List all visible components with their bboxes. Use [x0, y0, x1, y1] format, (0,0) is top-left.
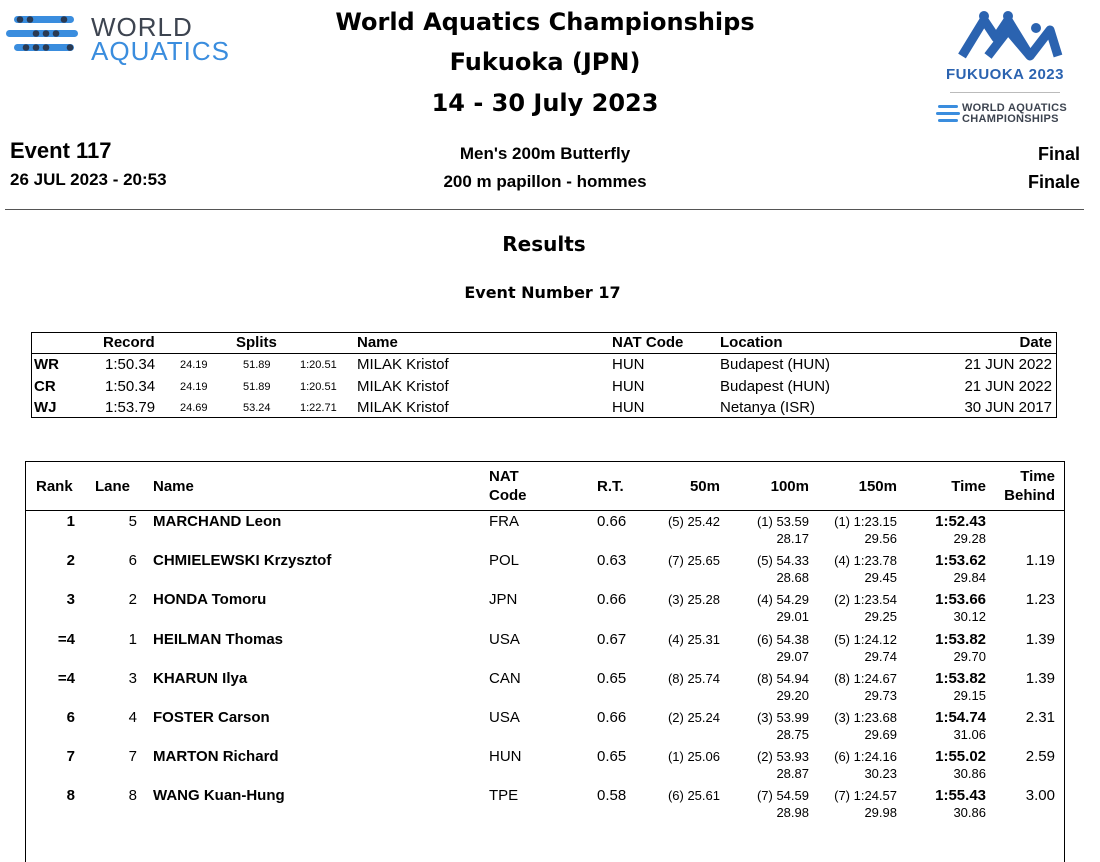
result-split-50: (1) 25.06 [667, 749, 720, 765]
record-type: WR [34, 356, 59, 373]
record-date: 21 JUN 2022 [964, 377, 1052, 395]
result-lap-150: 29.73 [864, 687, 897, 703]
record-time: 1:50.34 [105, 377, 156, 395]
event-number-heading: Event Number 17 [464, 283, 621, 302]
result-split-50: (7) 25.65 [667, 553, 720, 569]
result-rt: 0.66 [597, 513, 627, 530]
result-name: HONDA Tomoru [153, 591, 267, 609]
result-row [26, 511, 1064, 550]
record-holder: MILAK Kristof [357, 377, 449, 395]
result-lap-200: 31.06 [953, 727, 986, 742]
record-split-1: 24.19 [180, 359, 208, 371]
record-split-2: 53.24 [243, 402, 271, 414]
result-name: MARTON Richard [153, 748, 279, 766]
result-time-behind: 1.39 [1025, 630, 1055, 648]
result-lane: 7 [128, 748, 137, 766]
result-time: 1:53.82 [935, 669, 986, 687]
results-header [26, 462, 1064, 511]
result-row [26, 629, 1064, 668]
result-name: HEILMAN Thomas [153, 630, 284, 648]
wac-text [962, 103, 1067, 125]
result-split-150: (1) 1:23.15 [834, 514, 897, 529]
result-split-150: (6) 1:24.16 [834, 749, 897, 765]
result-rank: 2 [66, 552, 75, 570]
result-lane: 2 [128, 591, 137, 609]
result-lap-150: 29.45 [864, 570, 897, 586]
result-lap-200: 30.86 [953, 805, 986, 821]
title-line-2: Fukuoka (JPN) [449, 48, 641, 76]
result-time: 1:53.82 [935, 630, 986, 648]
record-holder: MILAK Kristof [357, 356, 449, 373]
result-rt: 0.63 [597, 552, 627, 570]
result-split-150: (3) 1:23.68 [834, 710, 897, 725]
result-split-50: (5) 25.42 [667, 514, 720, 529]
event-number: Event 117 [10, 138, 112, 163]
result-row [26, 785, 1064, 824]
result-rt: 0.65 [597, 748, 627, 766]
result-lap-200: 29.84 [953, 570, 986, 586]
result-nat: USA [489, 709, 520, 726]
result-name: FOSTER Carson [153, 709, 270, 726]
result-rank: 7 [66, 748, 75, 766]
result-split-50: (3) 25.28 [667, 592, 720, 608]
event-phase [1028, 140, 1080, 196]
result-split-100: (6) 54.38 [756, 631, 809, 647]
fukuoka-year-text: FUKUOKA 2023 [946, 66, 1064, 83]
result-name: KHARUN Ilya [153, 669, 248, 687]
result-row [26, 746, 1064, 785]
result-rank: 8 [66, 787, 75, 805]
results-header-rt: R.T. [597, 478, 624, 495]
title-line-3: 14 - 30 July 2023 [431, 89, 659, 117]
event-info [10, 138, 167, 196]
result-lane: 1 [128, 630, 137, 648]
result-time-behind: 1.23 [1025, 591, 1055, 609]
result-nat: HUN [489, 748, 522, 766]
results-header-50m: 50m [689, 478, 720, 495]
result-split-100: (3) 53.99 [756, 710, 809, 725]
result-split-150: (8) 1:24.67 [834, 670, 897, 686]
result-nat: TPE [489, 787, 519, 805]
result-name: MARCHAND Leon [153, 513, 282, 530]
result-split-100: (8) 54.94 [756, 670, 809, 686]
wac-line-1: WORLD AQUATICS [962, 102, 1068, 114]
result-time: 1:53.66 [935, 591, 986, 609]
record-type: WJ [34, 399, 57, 416]
result-row [26, 707, 1064, 746]
result-lap-150: 30.23 [864, 766, 897, 782]
record-row [32, 354, 1056, 376]
records-table [31, 332, 1057, 418]
records-header-name: Name [357, 334, 398, 351]
result-nat: CAN [489, 669, 521, 687]
record-location: Netanya (ISR) [720, 399, 816, 416]
result-rank: 3 [66, 591, 75, 609]
record-row [32, 376, 1056, 398]
records-header-location: Location [720, 334, 783, 351]
results-header-nat: NAT [489, 468, 519, 485]
record-time: 1:53.79 [105, 399, 156, 416]
result-nat: FRA [489, 513, 519, 530]
logo-text-world: WORLD [91, 12, 193, 42]
record-nat: HUN [612, 356, 645, 373]
result-split-100: (2) 53.93 [756, 749, 809, 765]
logo-divider [950, 92, 1060, 93]
world-aquatics-logo [6, 8, 256, 64]
result-rt: 0.65 [597, 669, 627, 687]
result-lap-100: 28.98 [776, 805, 809, 821]
record-location: Budapest (HUN) [720, 356, 831, 373]
results-header-100m: 100m [770, 478, 809, 495]
result-name: WANG Kuan-Hung [153, 787, 285, 805]
result-lap-200: 29.15 [953, 687, 986, 703]
result-lap-100: 28.87 [776, 766, 809, 782]
result-split-100: (1) 53.59 [756, 514, 809, 529]
result-split-100: (4) 54.29 [756, 592, 809, 608]
result-time-behind: 1.39 [1025, 669, 1055, 687]
result-split-100: (7) 54.59 [756, 788, 809, 804]
result-lap-100: 29.20 [776, 687, 809, 703]
result-row [26, 589, 1064, 628]
result-split-50: (8) 25.74 [667, 670, 720, 686]
record-date: 21 JUN 2022 [964, 356, 1052, 373]
record-holder: MILAK Kristof [357, 399, 449, 416]
result-rank: 1 [66, 513, 75, 530]
result-time-behind: 3.00 [1025, 787, 1055, 805]
result-rt: 0.66 [597, 591, 627, 609]
results-header-time-behind-2: Behind [1004, 487, 1055, 504]
result-nat: JPN [489, 591, 518, 609]
result-lap-150: 29.25 [864, 609, 897, 625]
result-lap-100: 28.75 [776, 727, 809, 742]
result-lap-100: 29.07 [776, 648, 809, 664]
result-split-150: (7) 1:24.57 [834, 788, 897, 804]
result-rank: =4 [57, 630, 75, 648]
result-time: 1:54.74 [935, 709, 986, 726]
championship-title [250, 4, 840, 122]
result-time: 1:55.43 [935, 787, 986, 805]
fukuoka-mountain-icon [930, 8, 1080, 64]
records-header-splits: Splits [236, 334, 277, 351]
result-lane: 4 [128, 709, 137, 726]
result-lap-150: 29.69 [864, 727, 897, 742]
record-split-3: 1:20.51 [300, 359, 337, 371]
event-datetime: 26 JUL 2023 - 20:53 [10, 170, 167, 189]
result-nat: POL [489, 552, 520, 570]
event-name-en: Men's 200m Butterfly [459, 144, 631, 163]
record-split-3: 1:20.51 [300, 380, 337, 393]
records-header-nat: NAT Code [612, 334, 684, 351]
result-time: 1:53.62 [935, 552, 986, 570]
result-split-50: (6) 25.61 [667, 788, 720, 804]
result-split-50: (4) 25.31 [667, 631, 720, 647]
results-header-150m: 150m [858, 478, 897, 495]
result-nat: USA [489, 630, 520, 648]
result-lane: 5 [128, 513, 137, 530]
result-lap-200: 29.28 [953, 531, 986, 546]
result-row [26, 550, 1064, 589]
result-time-behind: 1.19 [1025, 552, 1055, 570]
record-split-1: 24.69 [180, 402, 208, 414]
results-header-name: Name [153, 478, 194, 495]
result-time: 1:52.43 [935, 513, 986, 530]
result-lane: 3 [128, 669, 137, 687]
result-lap-100: 28.68 [776, 570, 809, 586]
result-lap-200: 30.12 [953, 609, 986, 625]
result-rank: 6 [66, 709, 75, 726]
world-aquatics-dots-icon [6, 10, 86, 66]
wac-line-2: CHAMPIONSHIPS [962, 113, 1059, 125]
records-header [32, 333, 1056, 354]
result-rt: 0.67 [597, 630, 627, 648]
result-rank: =4 [57, 669, 75, 687]
records-header-record: Record [103, 334, 155, 351]
result-split-100: (5) 54.33 [756, 553, 809, 569]
event-phase-en: Final [1037, 144, 1080, 164]
wac-stripes-icon [936, 104, 962, 124]
result-lane: 6 [128, 552, 137, 570]
event-name [300, 140, 790, 196]
record-date: 30 JUN 2017 [964, 399, 1052, 416]
record-location: Budapest (HUN) [720, 377, 831, 395]
record-type: CR [34, 377, 56, 395]
record-split-3: 1:22.71 [300, 402, 337, 414]
record-row [32, 397, 1056, 419]
results-header-rank: Rank [36, 478, 73, 495]
result-row [26, 668, 1064, 707]
logo-text-aquatics: AQUATICS [91, 36, 230, 66]
record-nat: HUN [612, 377, 645, 395]
result-lap-150: 29.56 [864, 531, 897, 546]
header-divider [5, 209, 1084, 210]
result-lap-150: 29.74 [864, 648, 897, 664]
records-header-date: Date [1019, 334, 1052, 351]
record-time: 1:50.34 [105, 356, 156, 373]
result-name: CHMIELEWSKI Krzysztof [153, 552, 332, 570]
result-split-150: (4) 1:23.78 [834, 553, 897, 569]
result-rt: 0.66 [597, 709, 627, 726]
title-line-1: World Aquatics Championships [335, 8, 755, 36]
record-nat: HUN [612, 399, 645, 416]
record-split-2: 51.89 [243, 380, 271, 393]
results-header-lane: Lane [95, 478, 131, 495]
event-name-fr: 200 m papillon - hommes [443, 172, 647, 191]
result-time: 1:55.02 [935, 748, 986, 766]
result-lane: 8 [128, 787, 137, 805]
result-split-150: (2) 1:23.54 [834, 592, 897, 608]
results-header-time-behind-1: Time [1020, 468, 1055, 485]
result-time-behind: 2.59 [1025, 748, 1055, 766]
record-split-2: 51.89 [243, 359, 271, 371]
results-table [25, 461, 1065, 862]
result-rt: 0.58 [597, 787, 627, 805]
result-lap-100: 28.17 [776, 531, 809, 546]
result-time-behind: 2.31 [1025, 709, 1055, 726]
results-heading: Results [502, 232, 586, 256]
result-split-50: (2) 25.24 [667, 710, 720, 725]
result-lap-100: 29.01 [776, 609, 809, 625]
results-header-time: Time [951, 478, 986, 495]
results-header-code: Code [489, 487, 527, 504]
event-phase-fr: Finale [1027, 172, 1080, 192]
result-lap-150: 29.98 [864, 805, 897, 821]
result-lap-200: 30.86 [953, 766, 986, 782]
record-split-1: 24.19 [180, 380, 208, 393]
result-split-150: (5) 1:24.12 [834, 631, 897, 647]
fukuoka-logo [930, 8, 1090, 126]
result-lap-200: 29.70 [953, 648, 986, 664]
